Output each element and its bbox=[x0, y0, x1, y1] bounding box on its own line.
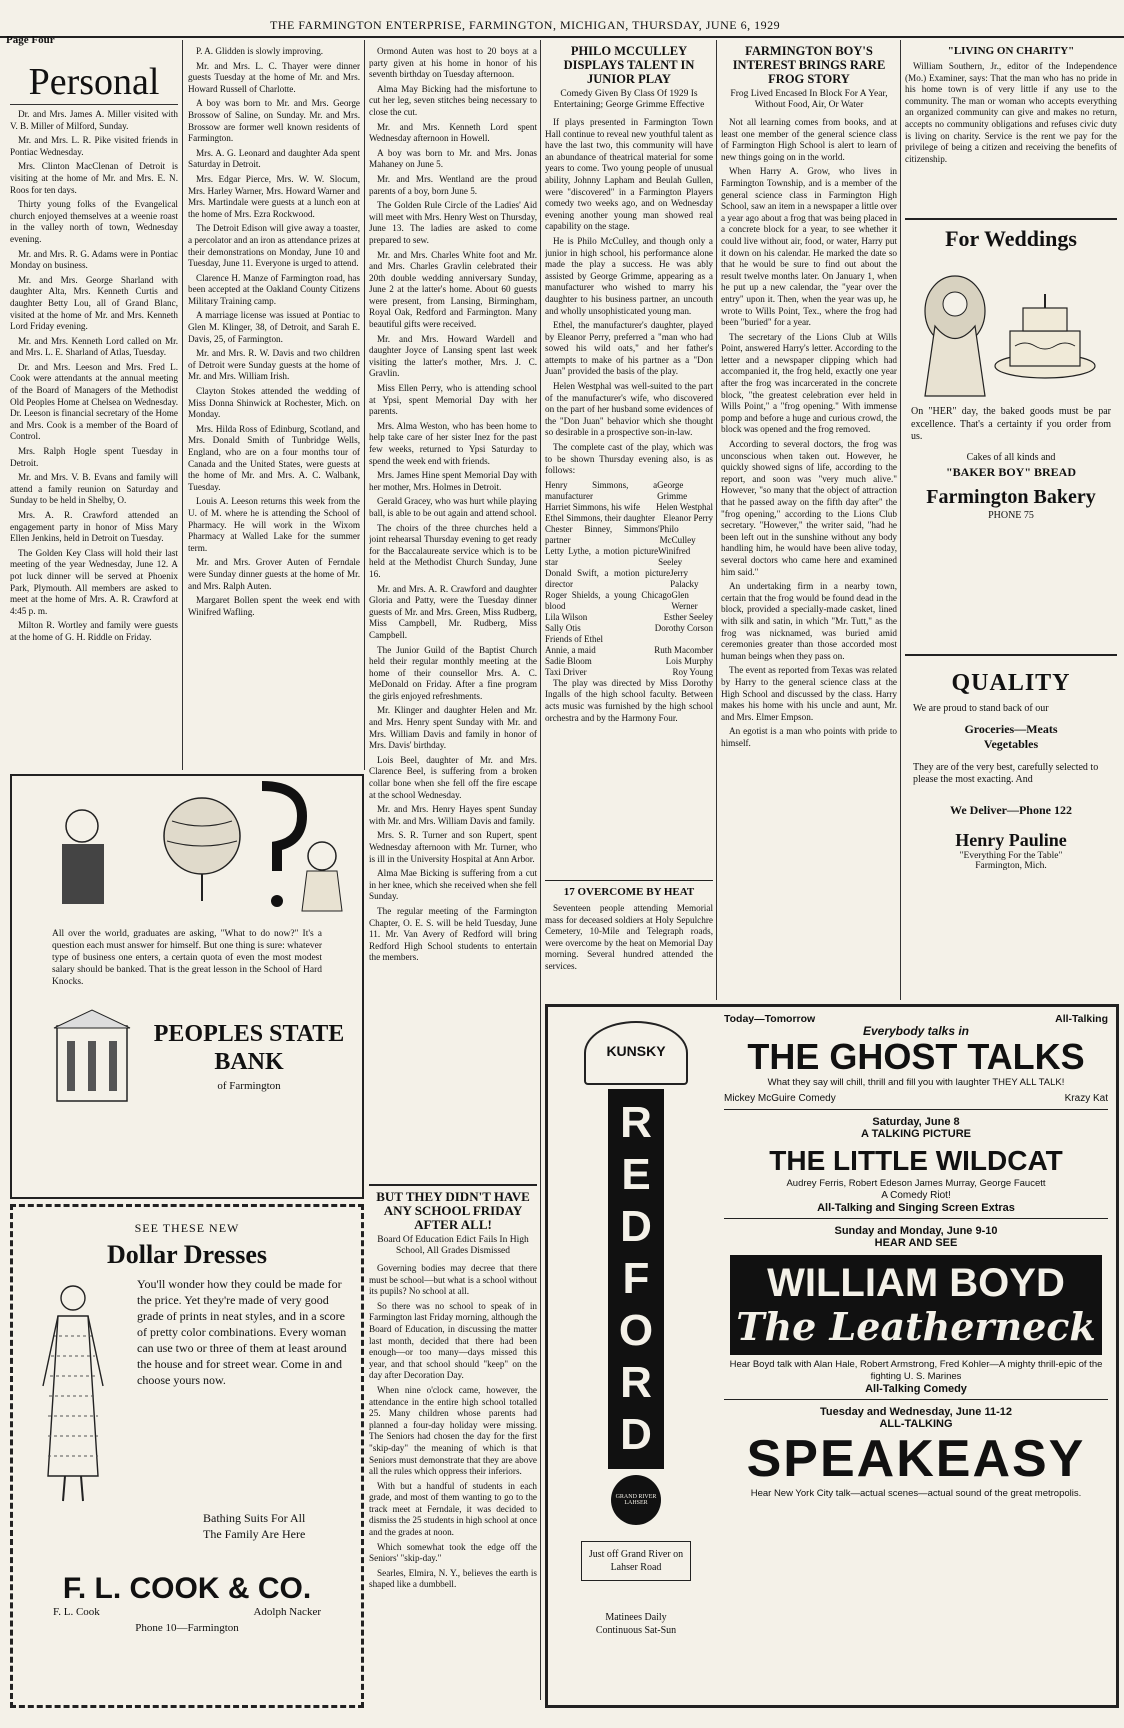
marquee-letter: R bbox=[620, 1358, 652, 1407]
dress-shop-owners bbox=[13, 1606, 361, 1618]
grocery-line: Groceries—Meats bbox=[964, 721, 1058, 736]
personal-item: The Golden Key Class will hold their last meeting of the year Wednesday, June 12. A pot luck dinner will be served at Phoenix Park, Plymouth. All members are asked to meet at the home of Mrs. A. R. Crawford at 4:45 p. m. bbox=[10, 547, 178, 616]
story-paragraph: So there was no school to speak of in Farmington last Friday morning, although the Board of Education, in discussing the matter last month, decided that there had been enough—or too many—days missed this year, and that school should "keep" on the day after Decoration Day. bbox=[369, 1300, 537, 1381]
grocery-line: Vegetables bbox=[983, 736, 1039, 751]
story-paragraph: An undertaking firm in a nearby town, certain that the frog would be found dead in the block, provided a specially-made casket, lined with silk and satin, in which "Mr. Tutt," as the frog was nicknamed, was buried amid ceremonies greater than those accorded most human beings when they pass on. bbox=[721, 581, 897, 661]
show-date: Sunday and Monday, June 9-10 bbox=[834, 1225, 998, 1237]
column-rule bbox=[364, 40, 365, 770]
show-extra: All-Talking and Singing Screen Extras bbox=[724, 1202, 1108, 1219]
story-paragraph: He is Philo McCulley, and though only a junior in high school, his performance alone made the play a success. He was ably assisted by George Grimme, appearing as a manufacturer who wished to marry his daughter to his business partner, an uncouth and wholly unsophisticated young man. bbox=[545, 235, 713, 316]
news-item: Ormond Auten was host to 20 boys at a party given at his home in honor of his seventh birthday on Tuesday afternoon. bbox=[369, 46, 537, 80]
local-news-column-2 bbox=[369, 46, 537, 1181]
news-item: The choirs of the three churches held a joint rehearsal Thursday evening to get ready for the Baccalaureate service which is to be held at the Methodist Church Sunday, June 16. bbox=[369, 522, 537, 579]
cast-role: Sally Otis bbox=[545, 622, 581, 633]
story-paragraph: Seventeen people attending Memorial mass for deceased soldiers at Holy Sepulchre Cemetery, 10-Mile and Telegraph roads, were overcome by the heat on Memorial Day morning. Several hundred attended the services. bbox=[545, 903, 713, 971]
cast-row bbox=[545, 656, 713, 667]
marquee-letter: F bbox=[622, 1254, 650, 1303]
news-item: A boy was born to Mr. and Mrs. Jonas Mahaney on June 5. bbox=[369, 147, 537, 170]
show-title: THE GHOST TALKS bbox=[747, 1036, 1085, 1077]
news-item: A marriage license was issued at Pontiac to Glen M. Klinger, 38, of Detroit, and Sarah E. Davis, 25, of Farmington. bbox=[188, 310, 360, 344]
news-item: Mrs. James Hine spent Memorial Day with her mother, Mrs. Holmes in Detroit. bbox=[369, 470, 537, 492]
personal-item: Mr. and Mrs. V. B. Evans and family will attend a family reunion on Saturday and Sunday to be held in Shelby, O. bbox=[10, 472, 178, 506]
show-date: Today—Tomorrow bbox=[724, 1013, 816, 1025]
bank-building-icon bbox=[52, 1006, 132, 1106]
show-date: Saturday, June 8 bbox=[872, 1116, 960, 1128]
dress-shop-name: F. L. COOK & CO. bbox=[62, 1572, 312, 1605]
story-paragraph: Which somewhat took the edge off the Seniors' "skip-day." bbox=[369, 1541, 537, 1564]
story-paragraph: Helen Westphal was well-suited to the part of the manufacturer's wife, who discovered on the part of her husband some evidences of the "Don Juan" behavior which she thought so desirable in a prospective son-in-law. bbox=[545, 381, 713, 438]
personal-item: Dr. and Mrs. Leeson and Mrs. Fred L. Cook were attendants at the annual meeting of the Board of Managers of the Methodist Old Peoples Home at Chelsea on Wednesday. Dr. Leeson is financial secretary of the Home and Mrs. Cook is a member of the Board of Control. bbox=[10, 361, 178, 442]
news-item: Mr. and Mrs. L. C. Thayer were dinner guests Tuesday at the home of Mr. and Mrs. Howard Russell of Charlotte. bbox=[188, 60, 360, 94]
dress-title: Dollar Dresses bbox=[106, 1240, 268, 1269]
cast-role: Henry Simmons, a manufacturer bbox=[545, 479, 658, 501]
cast-role: Friends of Ethel bbox=[545, 633, 603, 644]
dress-illustration bbox=[23, 1276, 123, 1506]
news-item: Mr. and Mrs. Henry Hayes spent Sunday with Mr. and Mrs. William Davis and family. bbox=[369, 804, 537, 826]
show-extra: A Comedy Riot! bbox=[881, 1190, 951, 1201]
theater-marquee bbox=[556, 1017, 716, 1697]
show-sub: ALL-TALKING bbox=[879, 1418, 953, 1430]
cast-role: Taxi Driver bbox=[545, 666, 587, 677]
cast-row bbox=[545, 623, 713, 634]
marquee-letter: R bbox=[620, 1098, 652, 1147]
heat-headline: 17 OVERCOME BY HEAT bbox=[563, 886, 695, 898]
cast-actor: Glen Werner bbox=[671, 589, 698, 611]
bank-body: All over the world, graduates are asking, "What to do now?" It's a question each must answer for himself. But one thing is sure: whatever type of business one enters, a certain quota of even the most modest salary should be banked. That is the great lesson in the School of Hard Knocks. bbox=[52, 929, 322, 987]
news-item: Miss Ellen Perry, who is attending school at Ypsi, spent Memorial Day with her parents. bbox=[369, 383, 537, 417]
theater-program bbox=[724, 1013, 1108, 1703]
cast-actor: Helen Westphal bbox=[656, 501, 713, 512]
grocery-body: They are of the very best, carefully selected to please the most exacting. And bbox=[913, 761, 1099, 785]
story-paragraph: The event as reported from Texas was related by Harry to the general science class at the High School and discussed by the class. Harry makes his home with his uncle and aunt, Mr. and Mrs. Elmer Empson. bbox=[721, 665, 897, 722]
show-title: THE LITTLE WILDCAT bbox=[769, 1145, 1063, 1176]
story-paragraph: William Southern, Jr., editor of the Independence (Mo.) Examiner, says: That the man who has no pride in his home town is of very little if any use to the community. The man or woman who accepts everything an organized community can give and makes no return, accepts no community obligations and refuses civic duty is living on charity. Service is the rent we pay for the privilege of being a citizen and receiving the benefits of citizenship. bbox=[905, 61, 1117, 164]
grocery-title: QUALITY bbox=[951, 670, 1071, 696]
cast-role: Roger Shields, a young Chicago blood bbox=[545, 589, 672, 611]
personal-item: Mr. and Mrs. L. R. Pike visited friends in Pontiac Wednesday. bbox=[10, 135, 178, 157]
news-item: A boy was born to Mr. and Mrs. George Brossow of Saline, on Sunday. Mr. and Mrs. Brossow are former well known residents of Farmington. bbox=[188, 98, 360, 144]
cast-actor: Dorothy Corson bbox=[654, 622, 713, 633]
cast-row bbox=[545, 667, 713, 678]
cast-row bbox=[545, 590, 713, 612]
news-item: Gerald Gracey, who was hurt while playing ball, is able to be out again and attend school. bbox=[369, 496, 537, 518]
bakery-name: Farmington Bakery bbox=[926, 485, 1096, 508]
grocery-ad bbox=[905, 654, 1117, 996]
show-extras bbox=[724, 1093, 1108, 1110]
theater-ad bbox=[545, 1004, 1119, 1708]
cast-row bbox=[545, 513, 713, 524]
cast-row bbox=[545, 524, 713, 546]
story-paragraph: Governing bodies may decree that there must be school—but what is a school without its pupils? No school at all. bbox=[369, 1263, 537, 1297]
show-date: Tuesday and Wednesday, June 11-12 bbox=[820, 1406, 1012, 1418]
cast-actor: Roy Young bbox=[672, 666, 713, 677]
column-rule bbox=[900, 40, 901, 1000]
school-headline: BUT THEY DIDN'T HAVE ANY SCHOOL FRIDAY AFTER ALL! bbox=[376, 1189, 530, 1232]
story-paragraph: With but a handful of students in each grade, and most of them wanting to go to the track meet at Ferndale, it was decided to dismiss the 25 students in high school at once and the grades at noon. bbox=[369, 1480, 537, 1538]
personal-item: Dr. and Mrs. James A. Miller visited with V. B. Miller of Milford, Sunday. bbox=[10, 109, 178, 131]
cast-row bbox=[545, 502, 713, 513]
frog-story bbox=[721, 44, 897, 999]
news-item: The regular meeting of the Farmington Chapter, O. E. S. will be held Tuesday, June 11. Mr. Van Avery of Redford will bring Redford High School students to entertain the members. bbox=[369, 905, 537, 963]
show-cast: Audrey Ferris, Robert Edeson James Murray, George Faucett bbox=[786, 1178, 1046, 1189]
news-item: The Golden Rule Circle of the Ladies' Aid will meet with Mrs. Henry West on Thursday, June 13. The ladies are asked to come prepared to sew. bbox=[369, 200, 537, 245]
personal-item: Milton R. Wortley and family were guests at the home of G. H. Riddle on Friday. bbox=[10, 620, 178, 642]
cast-role: Lila Wilson bbox=[545, 611, 588, 622]
cast-actor: Esther Seeley bbox=[663, 611, 713, 622]
news-item: Louis A. Leeson returns this week from the U. of M. where he is attending the School of Pharmacy. He will work in the Wixom Pharmacy at Walled Lake for the summer term. bbox=[188, 496, 360, 553]
masthead-title: THE FARMINGTON ENTERPRISE, FARMINGTON, MICHIGAN, THURSDAY, JUNE 6, 1929 bbox=[270, 18, 781, 32]
show-tag: All-Talking bbox=[1055, 1013, 1108, 1025]
dress-shop-ad bbox=[10, 1204, 364, 1708]
news-item: Mrs. A. G. Leonard and daughter Ada spent Saturday in Detroit. bbox=[188, 147, 360, 170]
cast-role: Annie, a maid bbox=[545, 644, 596, 655]
story-paragraph: If plays presented in Farmington Town Hall continue to reveal new youthful talent as have the last two, this community will have an abundance of theatrical material for some years to come. Two young people of unusual ability, Johnny Lapham and Beulah Gullen, were "discovered" in a Farmington Players comedy two weeks ago, and on Wednesday evening another young man showed real capability on the stage. bbox=[545, 117, 713, 232]
personal-column bbox=[10, 62, 178, 767]
show-sub: HEAR AND SEE bbox=[874, 1237, 958, 1249]
play-story bbox=[545, 44, 713, 874]
theater-location: Just off Grand River on Lahser Road bbox=[581, 1541, 691, 1581]
show-title: SPEAKEASY bbox=[746, 1430, 1086, 1488]
bank-ad bbox=[10, 774, 364, 1199]
news-item: Mrs. Edgar Pierce, Mrs. W. W. Slocum, Mrs. Harley Warner, Mrs. Howard Warner and Mrs. Martindale were guests at a lunch eon at the home of Mrs. Ezra Rockwood. bbox=[188, 173, 360, 219]
cast-actor: Ruth Macomber bbox=[654, 644, 713, 655]
bank-name: PEOPLES STATE bbox=[153, 1021, 345, 1047]
story-paragraph: The secretary of the Lions Club at Wills Point, answered Harry's letter. According to the letter and a newspaper clipping which had accompanied it, the frog held, exactly one year after the frog was incarcerated in the concrete block, "the greatest celebration ever held in Wills Point," a "frog opening." With immense pomp and before a huge and curious crowd, the block was opened and the frog removed. bbox=[721, 331, 897, 435]
news-item: Mr. and Mrs. A. R. Crawford and daughter Gloria and Patty, were the Tuesday dinner guests of Mr. and Mrs. Green, Miss Rudberg, Miss Campbell, Mr. Rudberg, Miss Campbell. bbox=[369, 583, 537, 640]
grocery-name: Henry Pauline bbox=[955, 829, 1067, 850]
grocery-slogan: "Everything For the Table" bbox=[959, 850, 1063, 861]
column-rule bbox=[716, 40, 717, 1000]
cast-row bbox=[545, 612, 713, 623]
bakery-brand: "BAKER BOY" BREAD bbox=[945, 464, 1076, 479]
column-rule bbox=[540, 40, 541, 1700]
bank-city: of Farmington bbox=[217, 1080, 281, 1092]
cast-role: Donald Swift, a motion picture director bbox=[545, 567, 671, 589]
frog-headline: FARMINGTON BOY'S INTEREST BRINGS RARE FROG STORY bbox=[732, 44, 886, 86]
cast-actor: Lois Murphy bbox=[665, 655, 713, 666]
theater-matinees: Matinees Daily Continuous Sat-Sun bbox=[595, 1612, 677, 1636]
news-item: P. A. Glidden is slowly improving. bbox=[196, 46, 324, 56]
show-desc: What they say will chill, thrill and fill you with laughter THEY ALL TALK! bbox=[767, 1077, 1065, 1088]
bride-illustration bbox=[905, 256, 1117, 406]
cast-actor: Philo McCulley bbox=[659, 523, 696, 545]
news-item: The Junior Guild of the Baptist Church held their regular monthly meeting at the home of their counsellor Mrs. A. C. MeDonald on Friday. After a fine program the girls enjoyed refreshments. bbox=[369, 644, 537, 701]
cast-row bbox=[545, 568, 713, 590]
charity-headline: "LIVING ON CHARITY" bbox=[947, 45, 1075, 57]
story-paragraph: Not all learning comes from books, and at least one member of the general science class of Farmington High School is alert to learn of new things going on in the world. bbox=[721, 117, 897, 162]
story-paragraph: The play was directed by Miss Dorothy Ingalls of the high school faculty. Between acts music was furnished by the high school orchestra and by the Harmony Four. bbox=[545, 677, 713, 723]
show-cast: Hear Boyd talk with Alan Hale, Robert Armstrong, Fred Kohler—A mighty thrill-epic of the fighting U. S. Marines bbox=[729, 1359, 1103, 1382]
show-extra: All-Talking Comedy bbox=[724, 1383, 1108, 1400]
show-desc: Hear New York City talk—actual scenes—actual sound of the great metropolis. bbox=[750, 1488, 1082, 1499]
graduates-illustration bbox=[12, 776, 362, 916]
news-item: Mr. and Mrs. Wentland are the proud parents of a boy, born June 5. bbox=[369, 173, 537, 196]
personal-item: Mrs. Clinton MacClenan of Detroit is visiting at the home of Mr. and Mrs. E. N. Roos for ten days. bbox=[10, 161, 178, 195]
dress-shop-phone: Phone 10—Farmington bbox=[135, 1622, 239, 1634]
cast-row bbox=[545, 645, 713, 656]
cast-actor: George Grimme bbox=[657, 479, 688, 501]
news-item: Mr. and Mrs. Howard Wardell and daughter Joyce of Lansing spent last week visiting the latter's mother, Mrs. J. C. Gravlin. bbox=[369, 333, 537, 379]
story-paragraph: The complete cast of the play, which was to be shown Thursday evening also, is as follows: bbox=[545, 442, 713, 476]
page-number: Page Four bbox=[6, 34, 55, 46]
personal-item: Mrs. Ralph Hogle spent Tuesday in Detroit. bbox=[10, 446, 178, 468]
story-paragraph: An egotist is a man who points with pride to himself. bbox=[721, 726, 897, 748]
personal-item: Mr. and Mrs. R. G. Adams were in Pontiac Monday on business. bbox=[10, 248, 178, 271]
show-extra: Mickey McGuire Comedy bbox=[724, 1093, 836, 1104]
bakery-line: Cakes of all kinds and bbox=[966, 451, 1056, 463]
cast-row bbox=[545, 634, 713, 645]
personal-item: Mr. and Mrs. George Sharland with daughter Alta, Mrs. Kenneth Curtis and daughter Betty Lou, all of Grand Blanc, visited at the home of Mr. and Mrs. Kenneth Lord Friday evening. bbox=[10, 274, 178, 332]
news-item: Clarence H. Manze of Farmington road, has been accepted at the Oakland County Citizens Military Training camp. bbox=[188, 272, 360, 306]
theater-name bbox=[608, 1089, 664, 1461]
news-item: Lois Beel, daughter of Mr. and Mrs. Clarence Beel, is suffering from a broken collar bone when she fell off the fire escape at the school Wednesday. bbox=[369, 754, 537, 800]
news-item: Margaret Bollen spent the week end with Winifred Wafling. bbox=[188, 595, 360, 617]
grocery-intro: We are proud to stand back of our bbox=[913, 703, 1049, 714]
cast-list bbox=[545, 480, 713, 678]
personal-item: Mr. and Mrs. Kenneth Lord called on Mr. and Mrs. L. E. Sharland of Atlas, Tuesday. bbox=[10, 335, 178, 358]
story-paragraph: Ethel, the manufacturer's daughter, played by Eleanor Perry, preferred a "man who had sowed his wild oats," and her father's attempts to make of his partner as a "Don Juan" provided the basis of the play. bbox=[545, 320, 713, 377]
school-story bbox=[369, 1184, 537, 1710]
news-item: Mr. and Mrs. Charles White foot and Mr. and Mrs. Charles Gravlin celebrated their 20th double wedding anniversary Sunday, June 2 at the latter's home. About 60 guests were present, from Lansing, Birmingham, Royal Oak, Redford and Farmington. Many beautiful gifts were received. bbox=[369, 249, 537, 330]
story-paragraph: According to several doctors, the frog was unconscious when taken out. However, he quickly showed signs of life, according to the report, and soon was "very much alive." However, "so many that the object of attraction that he passed away on the fifth day after" the "frog opening," according to the Lions Club secretary. "However," the writer said, "had he been left out in the sunshine without any body handling him, he would have been alive today, several doctors who came here and examined him said." bbox=[721, 439, 897, 577]
news-item: Mrs. Hilda Ross of Edinburg, Scotland, and Mrs. Donald Smith of Tunbridge Wells, England, who are on a four months tour of Canada and the United States, were guests at the home of Mr. and Mrs. A. C. Walbank, Tuesday. bbox=[188, 423, 360, 492]
cast-role: Chester Binney, Simmons' partner bbox=[545, 523, 660, 545]
cast-role: Sadie Bloom bbox=[545, 655, 592, 666]
cast-actor: Winifred Seeley bbox=[658, 545, 691, 567]
cast-row bbox=[545, 546, 713, 568]
story-paragraph: When Harry A. Grow, who lives in Farmington Township, and is a member of the general science class in Farmington High School, saw an item in a newspaper a little over a year ago about a frog that was being placed in a concrete block for a year, to see whether it could live without air, food, or water, Harry put it down on his calendar. He marked the date so that he would be sure to find out about the result twelve months later. On January 1, when he put up a new calendar, the "year over the entry" upon it. Then, when the year was up, he wrote to Wills Point, Tex., where the frog had been "buried" for a year. bbox=[721, 166, 897, 328]
news-item: Alma May Bicking had the misfortune to cut her leg, seven stitches being necessary to close the cut. bbox=[369, 83, 537, 117]
news-item: The Detroit Edison will give away a toaster, a percolator and an iron as attendance prizes at their demonstrations on Monday, June 10 and Tuesday, June 11. Everyone is urged to attend. bbox=[188, 223, 360, 269]
news-item: Mr. and Mrs. Grover Auten of Ferndale were Sunday dinner guests at the home of Mr. and Mrs. Ralph Auten. bbox=[188, 557, 360, 591]
news-item: Mrs. S. R. Turner and son Rupert, spent Wednesday afternoon with Mr. Turner, who is ill in the University Hospital at Ann Arbor. bbox=[369, 830, 537, 864]
dress-see: SEE THESE NEW bbox=[134, 1221, 240, 1235]
show-extra: Krazy Kat bbox=[1064, 1093, 1108, 1104]
masthead bbox=[0, 14, 1124, 46]
play-headline: PHILO MCCULLEY DISPLAYS TALENT IN JUNIOR PLAY bbox=[563, 44, 695, 86]
owner-name: F. L. Cook bbox=[53, 1606, 100, 1618]
personal-item: Mrs. A. R. Crawford attended an engagement party in honor of Miss Mary Ellen Jenkins, held in Detroit on Tuesday. bbox=[10, 510, 178, 544]
theater-badge: GRAND RIVER LAHSER bbox=[611, 1475, 661, 1525]
news-item: Mr. and Mrs. R. W. Davis and two children of Detroit were Sunday guests at the home of Mr. and Mrs. William Irish. bbox=[188, 348, 360, 382]
cast-row bbox=[545, 480, 713, 502]
bank-name: BANK bbox=[214, 1049, 284, 1075]
leatherneck-banner bbox=[730, 1255, 1102, 1355]
dress-body: You'll wonder how they could be made for the price. Yet they're made of very good grade of prints in neat styles, and in a score of pretty color combinations. Every woman can use two or three of them at least around the house and for street wear. Come in and choose yours now. bbox=[137, 1277, 347, 1387]
personal-item: Thirty young folks of the Evangelical church enjoyed themselves at a weenie roast in the valley north of town, Wednesday evening. bbox=[10, 199, 178, 244]
marquee-letter: D bbox=[620, 1410, 652, 1459]
theater-chain: KUNSKY bbox=[606, 1043, 666, 1059]
cast-role: Ethel Simmons, their daughter bbox=[545, 512, 655, 523]
marquee-letter: D bbox=[620, 1202, 652, 1251]
cast-actor: Eleanor Perry bbox=[663, 512, 713, 523]
charity-editorial bbox=[905, 44, 1117, 214]
marquee-letter: E bbox=[621, 1150, 651, 1199]
cast-role: Letty Lythe, a motion picture star bbox=[545, 545, 659, 567]
personal-heading: Personal bbox=[28, 62, 160, 103]
bakery-ad bbox=[905, 218, 1117, 652]
bakery-phone: PHONE 75 bbox=[988, 509, 1034, 521]
news-item: Alma Mae Bicking is suffering from a cut in her knee, which she received when she fell Sunday. bbox=[369, 868, 537, 902]
news-item: Mr. and Mrs. Kenneth Lord spent Wednesday afternoon in Howell. bbox=[369, 121, 537, 144]
bathing-line: Bathing Suits For All The Family Are Here bbox=[203, 1511, 306, 1541]
story-paragraph: Searles, Elmira, N. Y., believes the earth is shaped like a dumbbell. bbox=[369, 1567, 537, 1590]
marquee-letter: O bbox=[618, 1306, 654, 1355]
play-deck: Comedy Given By Class Of 1929 Is Entertaining; George Grimme Effective bbox=[553, 89, 705, 110]
news-item: Mrs. Alma Weston, who has been home to help take care of her sister Inez for the past few weeks, returned to Ypsi Saturday to spend the week end with friends. bbox=[369, 420, 537, 466]
cast-actor: Jerry Palacky bbox=[670, 567, 699, 589]
cast-role: Harriet Simmons, his wife bbox=[545, 501, 640, 512]
local-news-column bbox=[188, 46, 360, 766]
owner-name: Adolph Nacker bbox=[253, 1606, 321, 1618]
column-rule bbox=[182, 40, 183, 770]
heat-story bbox=[545, 880, 713, 997]
story-paragraph: When nine o'clock came, however, the attendance in the entire high school totalled 25. Many children whose parents had planned a four-day holiday were missing. The Seniors had chosen the day for the first "skip-day" the meaning of which is that Seniors must demonstrate that they are above all the rules which oppress their inferiors. bbox=[369, 1384, 537, 1477]
news-item: Mr. Klinger and daughter Helen and Mr. and Mrs. Henry spent Sunday with Mr. and Mrs. William Davis and family in honor of Mrs. Davis' birthday. bbox=[369, 705, 537, 751]
show-sub: A TALKING PICTURE bbox=[861, 1128, 971, 1140]
show-pre: Everybody talks in bbox=[862, 1024, 970, 1038]
school-deck: Board Of Education Edict Fails In High School, All Grades Dismissed bbox=[377, 1235, 529, 1256]
news-item: Clayton Stokes attended the wedding of Miss Donna Shinwick at Rochester, Mich. on Monday. bbox=[188, 386, 360, 420]
frog-deck: Frog Lived Encased In Block For A Year, Without Food, Air, Or Water bbox=[730, 89, 888, 110]
grocery-deliver: We Deliver—Phone 122 bbox=[950, 802, 1072, 817]
grocery-city: Farmington, Mich. bbox=[975, 860, 1047, 871]
bakery-title: For Weddings bbox=[945, 226, 1077, 251]
show-title: The Leatherneck bbox=[736, 1304, 1096, 1349]
bakery-body: On "HER" day, the baked goods must be par excellence. That's a certainty if you order from us. bbox=[911, 406, 1111, 442]
show-title: WILLIAM BOYD bbox=[767, 1261, 1065, 1305]
